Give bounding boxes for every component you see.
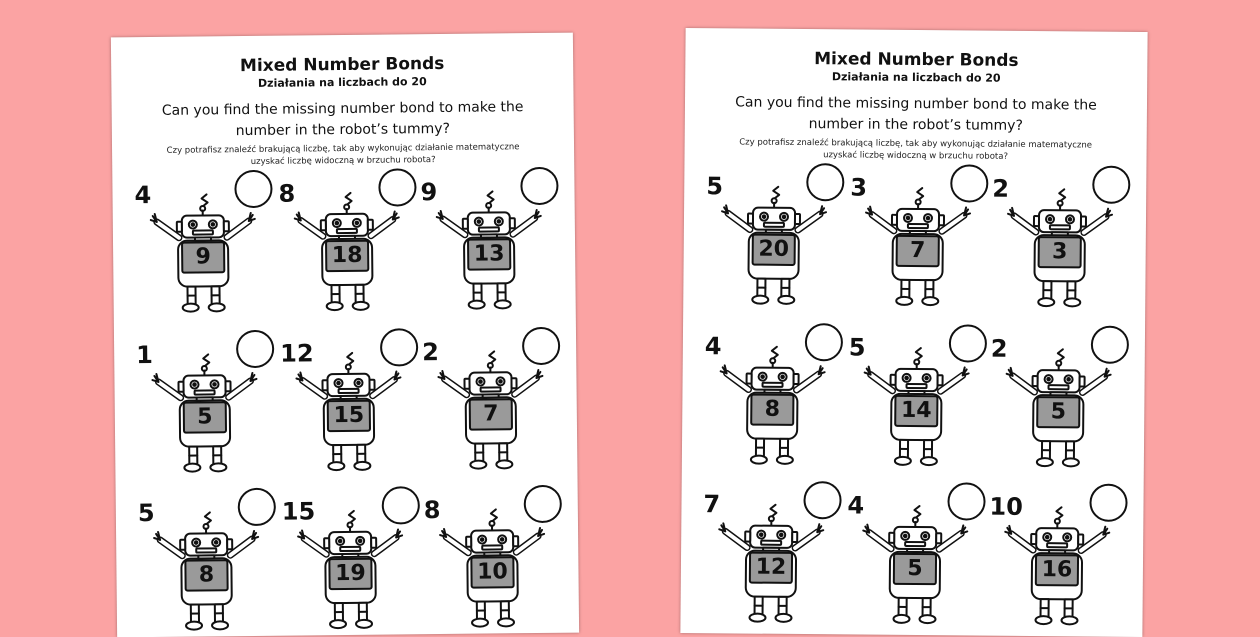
instruction-text-polish: Czy potrafisz znaleźć brakującą liczbę, tak aby wykonując działanie matematyczne uzyskać liczbę widoczną w brzuchu robota? [736,136,1094,163]
given-number: 2 [991,336,1008,362]
answer-circle[interactable] [950,164,988,202]
answer-circle[interactable] [524,485,562,523]
tummy-number: 5 [184,402,226,432]
answer-circle[interactable] [1092,166,1130,204]
robot-problem [846,492,987,637]
robot-problem [422,338,564,484]
answer-circle[interactable] [236,330,274,368]
robot-problem [704,333,845,479]
robot-problem [282,497,424,637]
given-number: 5 [706,173,723,199]
instruction-text-polish: Czy potrafisz znaleźć brakującą liczbę, tak aby wykonując działanie matematyczne uzyskać liczbę widoczną w brzuchu robota? [164,141,522,169]
tummy-number: 8 [185,560,227,590]
instruction-text: Can you find the missing number bond to make the number in the robot’s tummy? [134,97,552,143]
worksheet-title: Mixed Number Bonds [685,48,1147,72]
answer-circle[interactable] [378,168,416,206]
answer-circle[interactable] [522,327,560,365]
robot-problem [702,491,843,637]
answer-circle[interactable] [949,324,987,362]
tummy-number: 9 [182,242,224,272]
answer-circle[interactable] [947,482,985,520]
robot-grid [111,33,573,38]
answer-circle[interactable] [382,486,420,524]
tummy-number: 12 [750,553,792,583]
given-number: 4 [847,492,864,518]
tummy-number: 16 [1036,555,1078,585]
robot-problem [278,179,420,325]
worksheet-subtitle: Działania na liczbach do 20 [685,69,1147,86]
robot-problem [991,176,1132,322]
given-number: 8 [278,181,295,207]
tummy-number: 19 [329,559,371,589]
answer-circle[interactable] [1091,326,1129,364]
given-number: 3 [850,174,867,200]
tummy-number: 13 [468,239,510,269]
robot-grid [686,28,1148,32]
tummy-number: 14 [895,396,937,426]
answer-circle[interactable] [806,163,844,201]
given-number: 4 [705,333,722,359]
robot-problem [138,499,280,637]
tummy-number: 20 [753,235,795,265]
robot-problem [134,181,276,327]
robot-problem [705,173,846,319]
tummy-number: 7 [897,236,939,266]
given-number: 5 [138,500,155,526]
worksheet-title: Mixed Number Bonds [111,53,573,78]
answer-circle[interactable] [805,323,843,361]
worksheet-subtitle: Działania na liczbach do 20 [111,74,573,92]
answer-circle[interactable] [1089,484,1127,522]
given-number: 12 [280,340,314,366]
given-number: 2 [422,339,439,365]
given-number: 10 [989,494,1023,520]
answer-circle[interactable] [803,481,841,519]
given-number: 4 [134,182,151,208]
robot-problem [990,336,1131,482]
tummy-number: 3 [1039,237,1081,267]
worksheet-right [680,28,1147,637]
tummy-number: 5 [1037,397,1079,427]
worksheet-left [111,33,579,637]
answer-circle[interactable] [234,170,272,208]
tummy-number: 7 [470,399,512,429]
given-number: 2 [992,176,1009,202]
given-number: 9 [420,179,437,205]
tummy-number: 15 [328,401,370,431]
tummy-number: 18 [326,241,368,271]
robot-problem [988,494,1129,637]
robot-problem [848,334,989,480]
instruction-text: Can you find the missing number bond to make the number in the robot’s tummy? [707,92,1125,138]
robot-problem [136,341,278,487]
given-number: 15 [282,498,316,524]
tummy-number: 10 [471,557,513,587]
robot-problem [420,178,562,324]
answer-circle[interactable] [380,328,418,366]
tummy-number: 8 [751,395,793,425]
answer-circle[interactable] [238,488,276,526]
given-number: 5 [849,334,866,360]
robot-problem [424,496,566,637]
robot-problem [849,174,990,320]
given-number: 8 [424,497,441,523]
robot-problem [280,339,422,485]
given-number: 1 [136,342,153,368]
answer-circle[interactable] [520,167,558,205]
tummy-number: 5 [894,554,936,584]
given-number: 7 [703,491,720,517]
